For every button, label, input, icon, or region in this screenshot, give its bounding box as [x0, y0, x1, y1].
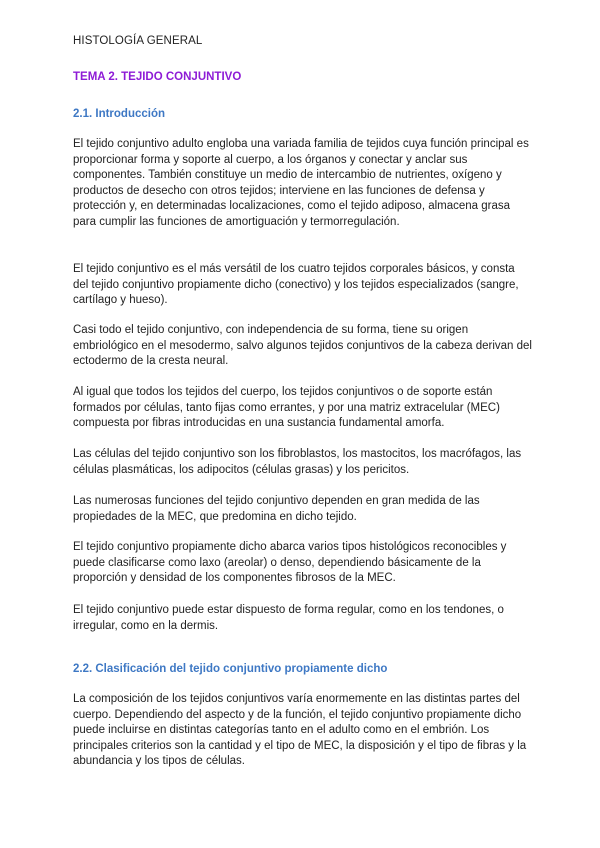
paragraph: Casi todo el tejido conjuntivo, con independencia de su forma, tiene su origen embriológico en el mesodermo, salvo algunos tejidos conjuntivos de la cabeza derivan del ectodermo de la cresta neural. [73, 324, 532, 368]
paragraph: El tejido conjuntivo propiamente dicho abarca varios tipos histológicos reconocibles y puede clasificarse como laxo (areolar) o denso, dependiendo básicamente de la proporción y densidad de los componentes fibrosos de la MEC. [73, 541, 507, 585]
paragraph: Las células del tejido conjuntivo son los fibroblastos, los mastocitos, los macrófagos, las células plasmáticas, los adipocitos (células grasas) y los pericitos. [73, 448, 522, 476]
paragraph: El tejido conjuntivo puede estar dispuesto de forma regular, como en los tendones, o irregular, como en la dermis. [73, 604, 504, 632]
running-header: HISTOLOGÍA GENERAL [73, 35, 203, 47]
paragraph: La composición de los tejidos conjuntivos varía enormemente en las distintas partes del cuerpo. Dependiendo del aspecto y de la función, el tejido conjuntivo propiamente dicho puede incluirse en distintas categorías tanto en el adulto como en el embrión. Los principales criterios son la cantidad y el tipo de MEC, la disposición y el tipo de fibras y la abundancia y los tipos de células. [73, 693, 527, 768]
document-title: TEMA 2. TEJIDO CONJUNTIVO [73, 71, 242, 83]
paragraph: Las numerosas funciones del tejido conjuntivo dependen en gran medida de las propiedades de la MEC, que predomina en dicho tejido. [73, 495, 480, 523]
paragraph: Al igual que todos los tejidos del cuerpo, los tejidos conjuntivos o de soporte están formados por células, tanto fijas como errantes, y por una matriz extracelular (MEC) compuesta por fibras introducidas en una sustancia fundamental amorfa. [73, 386, 500, 430]
paragraph: El tejido conjuntivo adulto engloba una variada familia de tejidos cuya función principal es proporcionar forma y soporte al cuerpo, a los órganos y conectar y anclar sus componentes. También constituye un medio de intercambio de nutrientes, oxígeno y productos de desecho con otros tejidos; interviene en las funciones de defensa y protección y, en determinadas localizaciones, como el tejido adiposo, almacena grasa para cumplir las funciones de amortiguación y termorregulación. [73, 138, 529, 228]
section-heading-introduccion: 2.1. Introducción [73, 108, 166, 120]
paragraph: El tejido conjuntivo es el más versátil de los cuatro tejidos corporales básicos, y consta del tejido conjuntivo propiamente dicho (conectivo) y los tejidos especializados (sangre, cartílago y hueso). [73, 263, 519, 307]
section-heading-clasificacion: 2.2. Clasificación del tejido conjuntivo propiamente dicho [73, 663, 388, 675]
